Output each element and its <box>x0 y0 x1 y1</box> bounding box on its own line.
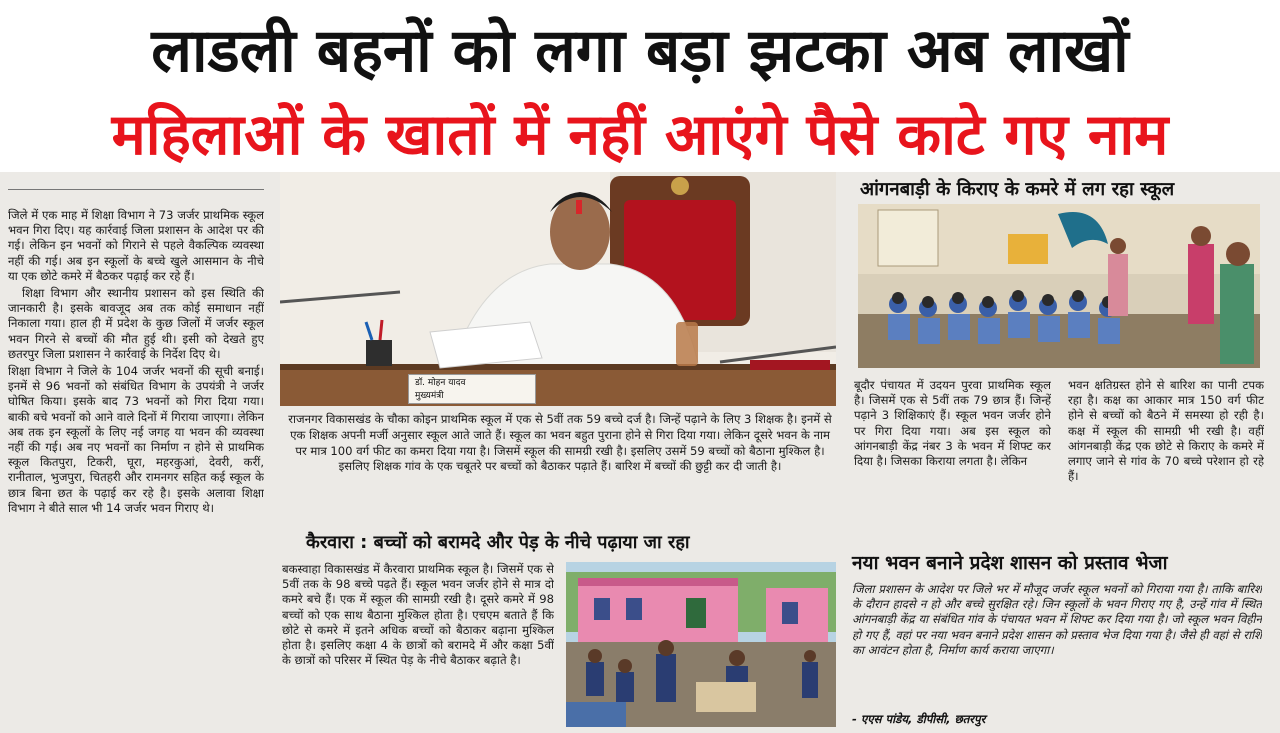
left-paragraph: शिक्षा विभाग ने जिले के 104 जर्जर भवनों की सूची बनाई। इनमें से 96 भवनों को संबंधित विभाग के उपयंत्री ने जर्जर घोषित किया। इसके बाद 73 भवनों को गिरा दिया गया। बाकी बचे भवनों को आने वाले दिनों में गिराया जाएगा। लेकिन अब तक इन स्कूलों के लिए नई जगह या भवन की व्यवस्था नहीं की गई। अब नए भवनों का निर्माण न होने से प्राथमिक स्कूल कितपुरा, टिकरी, घूरा, महरकुआं, देवरी, करीं, रानीताल, भुजपुरा, चितहरी और रामनगर सहित कई स्कूल के छात्र बिना छत के पढ़ाई कर रहे है। इसके अलावा शिक्षा विभाग ने बीते साल भी 14 जर्जर भवन गिराए थे। <box>8 364 264 515</box>
chief-minister-illustration <box>280 172 836 406</box>
proposal-heading: नया भवन बनाने प्रदेश शासन को प्रस्ताव भेजा <box>852 552 1168 574</box>
anganwadi-text-left: बूदौर पंचायत में उदयन पुरवा प्राथमिक स्कूल है। जिसमें एक से 5वीं तक 79 छात्र हैं। जिन्हें पढ़ाने 3 शिक्षिकाएं हैं। स्कूल भवन जर्जर होने पर गिरा दिया गया। अब इस स्कूल को आंगनबाड़ी केंद्र नंबर 3 के भवन में शिफ्ट कर दिया है। जिसका किराया लगता है। लेकिन <box>854 378 1051 469</box>
anganwadi-text-right: भवन क्षतिग्रस्त होने से बारिश का पानी टपक रहा है। कक्ष का आकार मात्र 150 वर्ग फीट होने से बच्चों को बैठने में समस्या हो रही है। कक्ष में स्कूल की सामग्री भी रखी है। वहीं आंगनबाड़ी केंद्र एक छोटे से किराए के कमरे में लगाए जाने से गांव के 70 बच्चे परेशान हो रहे हैं। <box>1068 378 1264 484</box>
left-article-column <box>8 208 264 728</box>
anganwadi-heading: आंगनबाड़ी के किराए के कमरे में लग रहा स्कूल <box>860 179 1175 200</box>
left-paragraph: जिले में एक माह में शिक्षा विभाग ने 73 जर्जर प्राथमिक स्कूल भवन गिरा दिए। यह कार्रवाई जिला प्रशासन के आदेश पर की गई। लेकिन इन भवनों को गिराने से पहले वैकल्पिक व्यवस्था नहीं की गई। अब इन स्कूलों के बच्चे खुले आसमान के नीचे या एक छोटे कमरे में बैठकर पढ़ाई कर रहे हैं। <box>8 208 264 283</box>
nameplate <box>408 374 536 404</box>
kairwara-school-illustration <box>566 562 836 727</box>
headline-line-2: महिलाओं के खातों में नहीं आएंगे पैसे काटे गए नाम <box>111 102 1169 168</box>
nameplate-title: मुख्यमंत्री <box>415 391 444 401</box>
main-photo-caption: राजनगर विकासखंड के चौका कोइन प्राथमिक स्कूल में एक से 5वीं तक 59 बच्चे दर्ज है। जिन्हें पढ़ाने के लिए 3 शिक्षक है। इनमें से एक शिक्षक अपनी मर्जी अनुसार स्कूल आते जाते हैं। स्कूल का भवन बहुत पुराना होने से गिरा दिया गया। लेकिन दूसरे भवन के नाम पर मात्र 100 वर्ग फीट का कमरा दिया गया है। जिसमें स्कूल की सामग्री रखी है। इसलिए उसमें 59 बच्चों को बैठाना मुश्किल है। इसलिए शिक्षक गांव के एक चबूतरे पर बच्चों को बैठाकर पढ़ाते हैं। बारिश में बच्चों की छुट्टी कर दी जाती है। <box>288 412 832 474</box>
nameplate-name: डॉ. मोहन यादव <box>415 378 466 388</box>
left-paragraph: शिक्षा विभाग और स्थानीय प्रशासन को इस स्थिति की जानकारी है। इसके बावजूद अब तक कोई समाधान नहीं निकाला गया। हाल ही में प्रदेश के कुछ जिलों में जर्जर स्कूल भवन गिरने से बच्चों की मौत हुई थी। इसी को देखते हुए छतरपुर जिला प्रशासन ने कार्रवाई के निर्देश दिए थे। <box>8 286 264 361</box>
kairwara-heading: कैरवारा : बच्चों को बरामदे और पेड़ के नीचे पढ़ाया जा रहा <box>306 532 690 553</box>
anganwadi-classroom-illustration <box>858 204 1260 368</box>
column-divider <box>8 189 264 190</box>
anganwadi-classroom-photo <box>858 204 1260 368</box>
proposal-signature: - एएस पांडेय, डीपीसी, छतरपुर <box>852 712 986 726</box>
kairwara-school-photo <box>566 562 836 727</box>
kairwara-text: बकस्वाहा विकासखंड में कैरवारा प्राथमिक स्कूल है। जिसमें एक से 5वीं तक के 98 बच्चे पढ़ते हैं। स्कूल भवन जर्जर होने से मात्र दो कमरे बचे हैं। एक में स्कूल की सामग्री रखी है। दूसरे कमरे में 98 बच्चों को एक साथ बैठाना मुश्किल होता है। एचएम बताते हैं कि छोटे से कमरे में इतने अधिक बच्चों को बैठाकर बढ़ाना मुश्किल होता है। इसलिए कक्षा 4 के छात्रों को बरामदे में और कक्षा 5वीं के छात्रों को परिसर में स्थित पेड़ के नीचे बैठाकर बढ़ाते है। <box>282 562 554 668</box>
chief-minister-photo <box>280 172 836 406</box>
headline-line-1: लाडली बहनों को लगा बड़ा झटका अब लाखों <box>151 16 1129 86</box>
proposal-text: जिला प्रशासन के आदेश पर जिले भर में मौजूद जर्जर स्कूल भवनों को गिराया गया है। ताकि बारिश के दौरान हादसे न हो और बच्चे सुरक्षित रहे। जिन स्कूलों के भवन गिराए गए है, उन्हें गांव में स्थित आंगनबाड़ी केंद्र या संबंधित गांव के पंचायत भवन में शिफ्ट कर दिया गया है। जो स्कूल भवन विहीन हो गए हैं, वहां पर नया भवन बनाने प्रदेश शासन को प्रस्ताव भेज दिया गया है। जैसे ही वहां से राशि का आवंटन होता है, निर्माण कार्य कराया जाएगा। <box>852 582 1262 657</box>
